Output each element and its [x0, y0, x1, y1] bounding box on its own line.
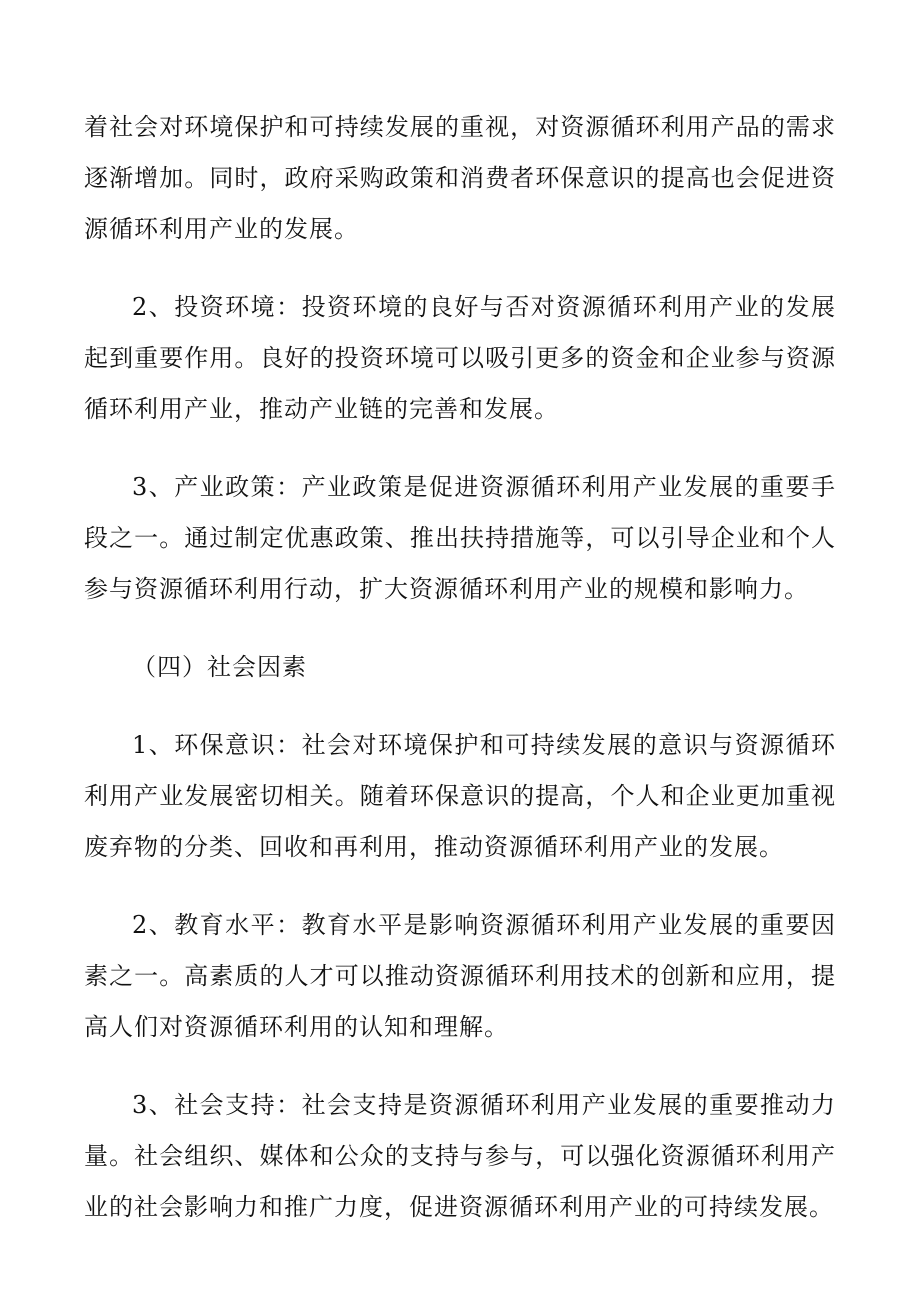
paragraph-continuation: 着社会对环境保护和可持续发展的重视，对资源循环利用产品的需求逐渐增加。同时，政府采购政策和消费者环保意识的提高也会促进资源循环利用产业的发展。 — [84, 113, 836, 243]
paragraph-industry-policy: 3、产业政策：产业政策是促进资源循环利用产业发展的重要手段之一。通过制定优惠政策、推出扶持措施等，可以引导企业和个人参与资源循环利用行动，扩大资源循环利用产业的规模和影响力。 — [84, 473, 836, 603]
paragraph-environmental-awareness: 1、环保意识：社会对环境保护和可持续发展的意识与资源循环利用产业发展密切相关。随着环保意识的提高，个人和企业更加重视废弃物的分类、回收和再利用，推动资源循环利用产业的发展。 — [84, 731, 836, 861]
document-body — [84, 102, 836, 1260]
paragraph-social-support: 3、社会支持：社会支持是资源循环利用产业发展的重要推动力量。社会组织、媒体和公众的支持与参与，可以强化资源循环利用产业的社会影响力和推广力度，促进资源循环利用产业的可持续发展。 — [84, 1091, 836, 1221]
paragraph-investment-environment: 2、投资环境：投资环境的良好与否对资源循环利用产业的发展起到重要作用。良好的投资环境可以吸引更多的资金和企业参与资源循环利用产业，推动产业链的完善和发展。 — [84, 293, 836, 423]
section-heading: （四）社会因素 — [132, 653, 307, 681]
paragraph-education-level: 2、教育水平：教育水平是影响资源循环利用产业发展的重要因素之一。高素质的人才可以推动资源循环利用技术的创新和应用，提高人们对资源循环利用的认知和理解。 — [84, 911, 836, 1041]
